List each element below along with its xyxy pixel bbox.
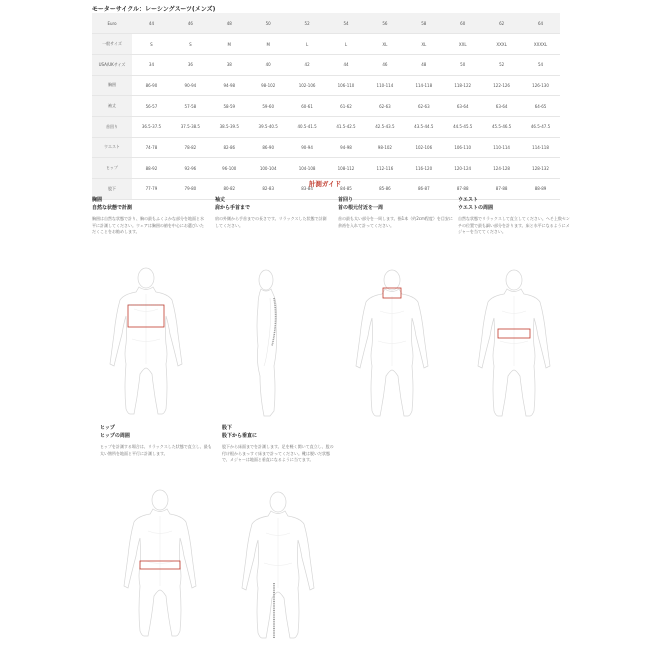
inseam-figure — [238, 488, 318, 648]
table-cell: 52 — [482, 54, 521, 75]
table-cell: 96-100 — [210, 158, 249, 179]
guide-block-hip — [100, 424, 215, 457]
table-cell: 90-94 — [171, 75, 210, 96]
table-cell: 106-110 — [327, 75, 366, 96]
table-header-cell: 48 — [210, 13, 249, 34]
table-cell: 86-87 — [404, 179, 443, 200]
table-cell: 128-132 — [521, 158, 560, 179]
table-cell: 108-112 — [327, 158, 366, 179]
table-cell: 63-64 — [443, 96, 482, 117]
guide-name: ウエスト — [458, 197, 479, 203]
table-cell: 46.5-47.5 — [521, 116, 560, 137]
table-header-cell: 56 — [365, 13, 404, 34]
table-header-cell: 52 — [288, 13, 327, 34]
table-cell: 102-106 — [404, 137, 443, 158]
table-cell: 86-90 — [132, 75, 171, 96]
table-cell: 42 — [288, 54, 327, 75]
guide-name: 股下 — [222, 425, 233, 431]
table-cell: 98-102 — [365, 137, 404, 158]
table-row — [92, 34, 560, 55]
table-cell: 106-110 — [443, 137, 482, 158]
guide-subtitle: ウエストの周囲 — [458, 205, 494, 211]
table-cell: 85-86 — [365, 179, 404, 200]
table-cell: XL — [365, 34, 404, 55]
guide-name: 胸囲 — [92, 197, 103, 203]
table-cell: 112-116 — [365, 158, 404, 179]
waist-figure — [474, 266, 554, 426]
table-header-cell: 46 — [171, 13, 210, 34]
table-cell: 77-79 — [132, 179, 171, 200]
table-row — [92, 96, 560, 117]
table-header-cell: 62 — [482, 13, 521, 34]
table-cell: 114-118 — [404, 75, 443, 96]
table-cell: 40 — [249, 54, 288, 75]
table-header-cell: 60 — [443, 13, 482, 34]
guide-subtitle: ヒップの周囲 — [100, 433, 130, 439]
guide-text: 首の最も太い部分を一周します。指1本（約2cm程度）を目安に余裕を入れて計ってください。 — [338, 216, 453, 228]
table-row — [92, 158, 560, 179]
table-cell: 88-89 — [521, 179, 560, 200]
table-cell: 110-114 — [365, 75, 404, 96]
table-cell: 120-124 — [443, 158, 482, 179]
guide-block-inseam — [222, 424, 337, 464]
table-cell: 61-62 — [327, 96, 366, 117]
table-cell: 38 — [210, 54, 249, 75]
table-cell: 116-120 — [404, 158, 443, 179]
page-title: モーターサイクル：レーシングスーツ(メンズ) — [92, 6, 216, 13]
table-cell: 39.5-40.5 — [249, 116, 288, 137]
table-cell: 37.5-38.5 — [171, 116, 210, 137]
table-cell: 41.5-42.5 — [327, 116, 366, 137]
table-header-cell: Euro — [92, 13, 132, 34]
table-cell: 59-60 — [249, 96, 288, 117]
table-cell: M — [210, 34, 249, 55]
guide-name: ヒップ — [100, 425, 115, 431]
table-cell: 45.5-46.5 — [482, 116, 521, 137]
table-cell: L — [327, 34, 366, 55]
table-row-label: ヒップ — [92, 158, 132, 179]
table-row-label: 胸囲 — [92, 75, 132, 96]
table-cell: 92-96 — [171, 158, 210, 179]
table-cell: 124-128 — [482, 158, 521, 179]
table-body — [92, 34, 560, 200]
neck-figure — [352, 266, 432, 426]
table-cell: 87-88 — [482, 179, 521, 200]
table-cell: 102-106 — [288, 75, 327, 96]
guide-title: 計測ガイド — [308, 180, 342, 188]
table-cell: 62-63 — [404, 96, 443, 117]
sleeve-figure — [226, 266, 306, 426]
table-cell: 98-102 — [249, 75, 288, 96]
table-cell: 58-59 — [210, 96, 249, 117]
table-cell: XXXL — [482, 34, 521, 55]
table-cell: 44.5-45.5 — [443, 116, 482, 137]
table-cell: 82-83 — [249, 179, 288, 200]
guide-block-sleeve — [215, 196, 330, 229]
chest-figure — [106, 264, 186, 424]
table-cell: 110-114 — [482, 137, 521, 158]
hip-figure — [120, 486, 200, 646]
table-cell: 54 — [521, 54, 560, 75]
table-cell: 87-88 — [443, 179, 482, 200]
table-cell: XXL — [443, 34, 482, 55]
table-row-label: USA/UKサイズ — [92, 54, 132, 75]
table-cell: 84-85 — [327, 179, 366, 200]
table-cell: 126-130 — [521, 75, 560, 96]
table-cell: 38.5-39.5 — [210, 116, 249, 137]
table-cell: 43.5-44.5 — [404, 116, 443, 137]
table-cell: 34 — [132, 54, 171, 75]
table-cell: 74-78 — [132, 137, 171, 158]
guide-subtitle: 肩から手首まで — [215, 205, 251, 211]
table-cell: 100-104 — [249, 158, 288, 179]
table-cell: 64-65 — [521, 96, 560, 117]
table-cell: 104-108 — [288, 158, 327, 179]
table-cell: L — [288, 34, 327, 55]
guide-text: 股下から床面までを計測します。足を軽く開いて直立し、股の付け根からまっすぐ床まで計ってください。靴は脱いだ状態で、メジャーは地面と垂直になるように当てます。 — [222, 444, 334, 462]
table-cell: 78-82 — [171, 137, 210, 158]
table-cell: 118-122 — [443, 75, 482, 96]
table-cell: 114-118 — [521, 137, 560, 158]
table-cell: 80-82 — [210, 179, 249, 200]
table-header-cell: 64 — [521, 13, 560, 34]
guide-text: 胸囲は自然な状態で計り、胸の最もふくよかな部分を地面と水平に計測してください。ウェアは胸囲の値を中心にお選びいただくことをお勧めします。 — [92, 216, 204, 234]
table-cell: 44 — [327, 54, 366, 75]
table-row-label: 首回り — [92, 116, 132, 137]
guide-block-chest — [92, 196, 207, 236]
table-cell: 56-57 — [132, 96, 171, 117]
table-cell: 48 — [404, 54, 443, 75]
guide-name: 袖丈 — [215, 197, 226, 203]
table-row — [92, 116, 560, 137]
guide-block-waist — [458, 196, 573, 236]
table-cell: 62-63 — [365, 96, 404, 117]
table-cell: 57-58 — [171, 96, 210, 117]
table-cell: 82-86 — [210, 137, 249, 158]
table-cell: 46 — [365, 54, 404, 75]
table-cell: 40.5-41.5 — [288, 116, 327, 137]
table-cell: 42.5-43.5 — [365, 116, 404, 137]
guide-text: ヒップを計測する場合は、リラックスした状態で直立し、最も太い箇所を地面と平行に計測します。 — [100, 444, 212, 456]
table-header-cell: 54 — [327, 13, 366, 34]
table-header-cell: 50 — [249, 13, 288, 34]
table-header-cell: 58 — [404, 13, 443, 34]
guide-text: 肩の外側から手首までの長さです。リラックスした状態で計測してください。 — [215, 216, 327, 228]
table-cell: S — [132, 34, 171, 55]
table-cell: XL — [404, 34, 443, 55]
table-row-label: 股下 — [92, 179, 132, 200]
table-cell: 36 — [171, 54, 210, 75]
table-cell: 60-61 — [288, 96, 327, 117]
table-cell: 36.5-37.5 — [132, 116, 171, 137]
table-row — [92, 54, 560, 75]
table-cell: 88-92 — [132, 158, 171, 179]
table-cell: 94-98 — [210, 75, 249, 96]
table-cell: 63-64 — [482, 96, 521, 117]
guide-text: 自然な状態でリラックスして直立してください。へそ上数センチの位置で最も細い部分を計ります。床と水平になるようにメジャーを当ててください。 — [458, 216, 570, 234]
table-cell: 50 — [443, 54, 482, 75]
table-row-label: 袖丈 — [92, 96, 132, 117]
table-row — [92, 137, 560, 158]
table-cell: 83-84 — [288, 179, 327, 200]
table-cell: 90-94 — [288, 137, 327, 158]
table-cell: XXXXL — [521, 34, 560, 55]
guide-block-neck — [338, 196, 453, 229]
table-header-row — [92, 13, 560, 34]
table-row-label: 一般サイズ — [92, 34, 132, 55]
table-cell: 122-126 — [482, 75, 521, 96]
table-cell: 86-90 — [249, 137, 288, 158]
table-cell: 94-98 — [327, 137, 366, 158]
guide-subtitle: 首の根元付近を一周 — [338, 205, 384, 211]
table-cell: M — [249, 34, 288, 55]
table-cell: 79-80 — [171, 179, 210, 200]
guide-subtitle: 自然な状態で計測 — [92, 205, 133, 211]
size-table — [92, 13, 560, 200]
table-row — [92, 75, 560, 96]
table-header-cell: 44 — [132, 13, 171, 34]
guide-name: 首回り — [338, 197, 354, 203]
table-cell: S — [171, 34, 210, 55]
table-row-label: ウエスト — [92, 137, 132, 158]
guide-subtitle: 股下から垂直に — [222, 433, 258, 439]
